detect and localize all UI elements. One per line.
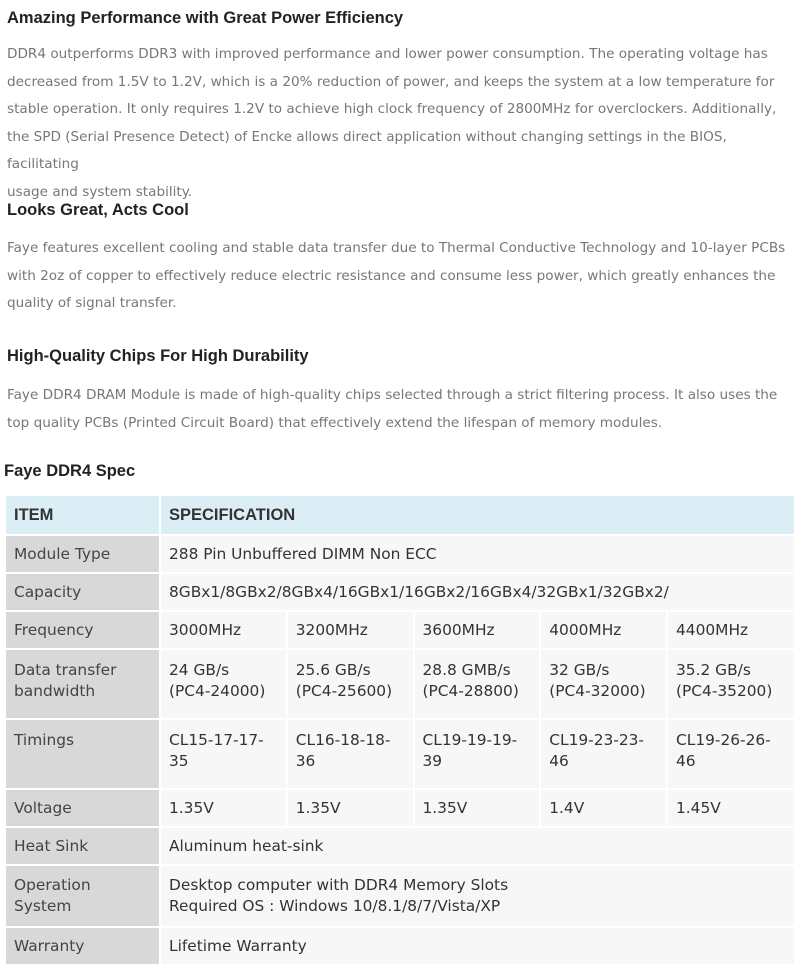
table-row-capacity: [5, 573, 795, 611]
value-line: CL19-19-19-: [422, 731, 518, 749]
row-value: 1.4V: [540, 789, 667, 827]
row-value: [540, 719, 667, 789]
row-label: Timings: [5, 719, 160, 789]
table-row-module-type: [5, 535, 795, 573]
value-line: 25.6 GB/s: [295, 661, 371, 679]
value-line: (PC4-35200): [676, 682, 773, 700]
section-cooling: [7, 200, 797, 318]
paragraph-line: with 2oz of copper to effectively reduce electric resistance and consume less power, which greatly enhances the: [7, 267, 776, 284]
row-label: Frequency: [5, 611, 160, 649]
row-value: 1.35V: [160, 789, 287, 827]
row-label-line: Operation: [14, 876, 91, 894]
row-value: 4000MHz: [540, 611, 667, 649]
row-value: [540, 649, 667, 719]
value-line: CL19-26-26-: [676, 731, 771, 749]
row-value: [287, 719, 414, 789]
paragraph-line: the SPD (Serial Presence Detect) of Encke allows direct application without changing settings in the BIOS, facilitating: [7, 128, 727, 172]
spec-header-row: [5, 495, 795, 535]
paragraph-line: stable operation. It only requires 1.2V to achieve high clock frequency of 2800MHz for overclockers. Additionally,: [7, 101, 777, 117]
row-value: Lifetime Warranty: [160, 927, 795, 965]
row-value: 1.35V: [287, 789, 414, 827]
row-label: Capacity: [5, 573, 160, 611]
section-heading: Looks Great, Acts Cool: [7, 201, 189, 219]
row-value: 3600MHz: [414, 611, 541, 649]
row-value: [667, 649, 795, 719]
row-value: [160, 719, 287, 789]
row-value: 3000MHz: [160, 611, 287, 649]
value-line: 36: [295, 752, 316, 770]
row-value: [667, 719, 795, 789]
value-line: Desktop computer with DDR4 Memory Slots: [169, 876, 509, 894]
row-label: [5, 649, 160, 719]
row-value: [414, 649, 541, 719]
row-label: [5, 865, 160, 927]
paragraph-line: quality of signal transfer.: [7, 295, 177, 311]
section-paragraph: [7, 235, 797, 318]
paragraph-line: top quality PCBs (Printed Circuit Board) that effectively extend the lifespan of memory modules.: [7, 414, 663, 431]
spec-title: Faye DDR4 Spec: [4, 462, 136, 480]
value-line: CL19-23-23-: [549, 731, 644, 749]
row-value: 288 Pin Unbuffered DIMM Non ECC: [160, 535, 795, 573]
table-row-frequency: [5, 611, 795, 649]
value-line: 35.2 GB/s: [676, 661, 751, 679]
section-heading: Amazing Performance with Great Power Efficiency: [7, 9, 404, 27]
value-line: 46: [676, 752, 696, 770]
value-line: (PC4-25600): [295, 682, 393, 700]
row-value: [160, 649, 287, 719]
row-label: Warranty: [5, 927, 160, 965]
value-line: 46: [549, 752, 569, 770]
table-row-bandwidth: [5, 649, 795, 719]
row-value: 4400MHz: [667, 611, 795, 649]
table-row-voltage: [5, 789, 795, 827]
row-value: 1.35V: [414, 789, 541, 827]
table-row-operation-system: [5, 865, 795, 927]
paragraph-line: decreased from 1.5V to 1.2V, which is a 20% reduction of power, and keeps the system at a low temperature for: [7, 73, 775, 90]
value-line: Required OS : Windows 10/8.1/8/7/Vista/XP: [169, 897, 501, 915]
value-line: 28.8 GMB/s: [422, 661, 511, 679]
paragraph-line: DDR4 outperforms DDR3 with improved performance and lower power consumption. The operating voltage has: [7, 46, 768, 62]
header-specification: SPECIFICATION: [160, 495, 795, 535]
row-label-line: Data transfer: [14, 661, 117, 679]
table-row-warranty: [5, 927, 795, 965]
row-label-line: System: [14, 897, 72, 915]
section-performance: [7, 8, 797, 206]
row-value: 1.45V: [667, 789, 795, 827]
table-row-heat-sink: [5, 827, 795, 865]
value-line: (PC4-32000): [549, 682, 646, 700]
value-line: CL15-17-17-: [169, 731, 264, 749]
row-value: [160, 865, 795, 927]
row-label-line: bandwidth: [14, 682, 96, 700]
header-item: ITEM: [5, 495, 160, 535]
section-paragraph: [7, 41, 797, 206]
value-line: 39: [422, 752, 443, 770]
value-line: (PC4-24000): [169, 682, 266, 700]
row-value: Aluminum heat-sink: [160, 827, 795, 865]
row-label: Heat Sink: [5, 827, 160, 865]
row-label: Voltage: [5, 789, 160, 827]
paragraph-line: Faye features excellent cooling and stable data transfer due to Thermal Conductive Technology and 10-layer PCBs: [7, 240, 786, 256]
paragraph-line: Faye DDR4 DRAM Module is made of high-quality chips selected through a strict filtering process. It also uses the: [7, 387, 778, 403]
value-line: 35: [169, 752, 189, 770]
value-line: 24 GB/s: [169, 661, 230, 679]
row-value: 3200MHz: [287, 611, 414, 649]
value-line: (PC4-28800): [422, 682, 519, 700]
value-line: 32 GB/s: [549, 661, 610, 679]
table-row-timings: [5, 719, 795, 789]
paragraph-line: usage and system stability.: [7, 183, 193, 200]
value-line: CL16-18-18-: [295, 731, 391, 749]
section-durability: [7, 346, 797, 437]
section-heading: High-Quality Chips For High Durability: [7, 347, 309, 365]
row-label: Module Type: [5, 535, 160, 573]
row-value: [287, 649, 414, 719]
section-paragraph: [7, 382, 797, 437]
row-value: [414, 719, 541, 789]
row-value: 8GBx1/8GBx2/8GBx4/16GBx1/16GBx2/16GBx4/32GBx1/32GBx2/: [160, 573, 795, 611]
spec-table: [4, 494, 796, 966]
